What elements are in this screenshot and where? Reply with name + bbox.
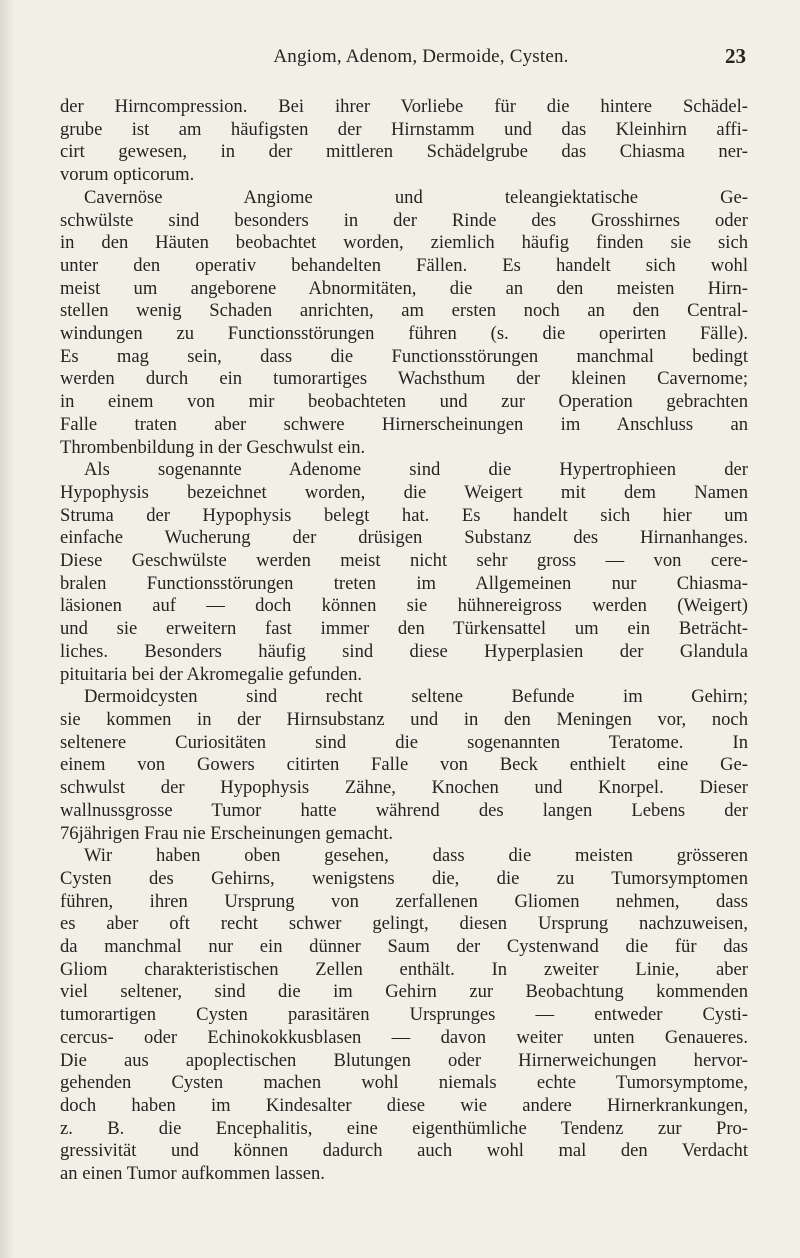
text-line: führen, ihren Ursprung von zerfallenen Gliomen nehmen, dass (60, 890, 748, 912)
text-line: cercus- oder Echinokokkusblasen — davon weiter unten Genaueres. (60, 1026, 748, 1048)
text-line: stellen wenig Schaden anrichten, am ersten noch an den Central- (60, 300, 748, 322)
text-line: Cysten des Gehirns, wenigstens die, die zu Tumorsymptomen (60, 867, 748, 889)
text-line: 76jährigen Frau nie Erscheinungen gemacht. (60, 822, 394, 844)
page-gutter-shadow (0, 0, 14, 1258)
text-line: Wir haben oben gesehen, dass die meisten grösseren (84, 845, 748, 867)
text-line: und sie erweitern fast immer den Türkensattel um ein Beträcht- (60, 618, 748, 640)
text-line: der Hirncompression. Bei ihrer Vorliebe für die hintere Schädel- (60, 96, 748, 117)
text-line: viel seltener, sind die im Gehirn zur Beobachtung kommenden (60, 981, 748, 1003)
text-line: Thrombenbildung in der Geschwulst ein. (60, 436, 366, 458)
page-header (96, 46, 746, 76)
text-line: pituitaria bei der Akromegalie gefunden. (60, 663, 363, 685)
text-line: einfache Wucherung der drüsigen Substanz des Hirnanhanges. (60, 527, 748, 549)
text-line: gressivität und können dadurch auch wohl mal den Verdacht (60, 1140, 748, 1162)
text-line: da manchmal nur ein dünner Saum der Cystenwand die für das (60, 936, 748, 958)
text-line: bralen Functionsstörungen treten im Allgemeinen nur Chiasma- (60, 572, 748, 594)
text-line: unter den operativ behandelten Fällen. Es handelt sich wohl (60, 254, 748, 276)
text-line: in einem von mir beobachteten und zur Operation gebrachten (60, 391, 748, 413)
paragraph (60, 187, 748, 459)
text-line: liches. Besonders häufig sind diese Hyperplasien der Glandula (60, 640, 748, 662)
text-line: seltenere Curiositäten sind die sogenannten Teratome. In (60, 731, 748, 753)
text-line: doch haben im Kindesalter diese wie andere Hirnerkrankungen, (60, 1094, 748, 1116)
text-line: werden durch ein tumorartiges Wachsthum der kleinen Cavernome; (60, 368, 748, 390)
text-line: schwülste sind besonders in der Rinde des Grosshirnes oder (60, 209, 748, 231)
text-line: tumorartigen Cysten parasitären Ursprunges — entweder Cysti- (60, 1004, 748, 1026)
page-number: 23 (725, 44, 746, 68)
text-line: grube ist am häufigsten der Hirnstamm und das Kleinhirn affi- (60, 118, 748, 140)
paragraph (60, 459, 748, 686)
text-line: an einen Tumor aufkommen lassen. (60, 1163, 325, 1185)
paragraph (60, 845, 748, 1186)
text-line: Gliom charakteristischen Zellen enthält. In zweiter Linie, aber (60, 958, 748, 980)
text-line: gehenden Cysten machen wohl niemals echte Tumorsymptome, (60, 1072, 748, 1094)
text-line: Falle traten aber schwere Hirnerscheinungen im Anschluss an (60, 413, 748, 435)
text-line: cirt gewesen, in der mittleren Schädelgrube das Chiasma ner- (60, 141, 748, 163)
paragraph (60, 686, 748, 845)
text-line: windungen zu Functionsstörungen führen (s. die operirten Fälle). (60, 323, 748, 345)
text-line: einem von Gowers citirten Falle von Beck enthielt eine Ge- (60, 754, 748, 776)
text-line: Cavernöse Angiome und teleangiektatische Ge- (84, 186, 748, 208)
text-line: sie kommen in der Hirnsubstanz und in den Meningen vor, noch (60, 708, 748, 730)
text-line: vorum opticorum. (60, 164, 195, 186)
text-line: es aber oft recht schwer gelingt, diesen Ursprung nachzuweisen, (60, 913, 748, 935)
text-line: z. B. die Encephalitis, eine eigenthümliche Tendenz zur Pro- (60, 1117, 748, 1139)
text-line: in den Häuten beobachtet worden, ziemlich häufig finden sie sich (60, 232, 748, 254)
text-line: Struma der Hypophysis belegt hat. Es handelt sich hier um (60, 504, 748, 526)
text-line: läsionen auf — doch können sie hühnereigross werden (Weigert) (60, 595, 748, 617)
text-line: Diese Geschwülste werden meist nicht sehr gross — von cere- (60, 550, 748, 572)
text-line: Die aus apoplectischen Blutungen oder Hirnerweichungen hervor- (60, 1049, 748, 1071)
text-line: Als sogenannte Adenome sind die Hypertrophieen der (84, 459, 748, 481)
text-line: meist um angeborene Abnormitäten, die an den meisten Hirn- (60, 277, 748, 299)
text-line: wallnussgrosse Tumor hatte während des langen Lebens der (60, 799, 748, 821)
body-text (60, 96, 748, 1186)
text-line: Hypophysis bezeichnet worden, die Weigert mit dem Namen (60, 481, 748, 503)
text-line: schwulst der Hypophysis Zähne, Knochen und Knorpel. Dieser (60, 777, 748, 799)
paragraph (60, 96, 748, 187)
text-line: Dermoidcysten sind recht seltene Befunde im Gehirn; (84, 686, 748, 708)
text-line: Es mag sein, dass die Functionsstörungen manchmal bedingt (60, 345, 748, 367)
running-title: Angiom, Adenom, Dermoide, Cysten. (273, 46, 569, 67)
